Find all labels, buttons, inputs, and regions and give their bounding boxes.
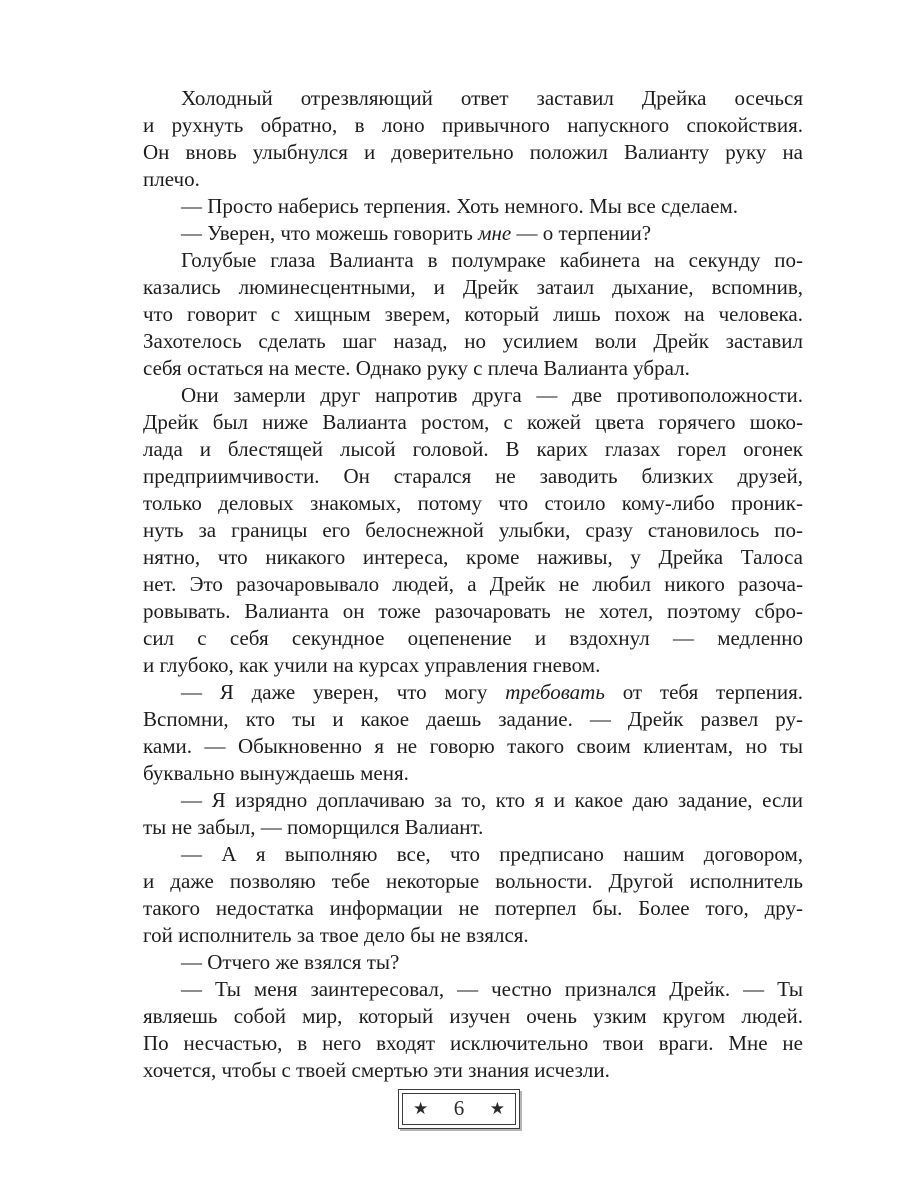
text-line: Они замерли друг напротив друга — две противоположности. — [181, 383, 803, 407]
paragraph — [143, 679, 803, 787]
text-line: предприимчивости. Он старался не заводить близких друзей, — [143, 464, 803, 488]
text-line: что говорит с хищным зверем, который лишь похож на человека. — [143, 302, 803, 326]
text-line: По несчастью, в него входят исключительно твои враги. Мне не — [143, 1031, 803, 1055]
text-line: только деловых знакомых, потому что стоило кому-либо проник- — [143, 491, 803, 515]
text-line: Холодный отрезвляющий ответ заставил Дрейка осечься — [181, 86, 803, 110]
paragraph — [143, 193, 803, 220]
text-line: хочется, чтобы с твоей смертью эти знания исчезли. — [143, 1058, 610, 1082]
footer — [0, 1089, 900, 1129]
text-line: — Отчего же взялся ты? — [181, 950, 400, 974]
text-line: казались люминесцентными, и Дрейк затаил дыхание, вспомнив, — [143, 275, 803, 299]
text-line: — Просто наберись терпения. Хоть немного. Мы все сделаем. — [181, 194, 738, 218]
text-line: ровывать. Валианта он тоже разочаровать не хотел, поэтому сбро- — [143, 599, 803, 623]
text-line: Голубые глаза Валианта в полумраке кабинета на секунду по- — [181, 248, 803, 272]
paragraph — [143, 949, 803, 976]
text-line: себя остаться на месте. Однако руку с плеча Валианта убрал. — [143, 356, 690, 380]
text-line: — Уверен, что можешь говорить мне — о терпении? — [181, 221, 652, 245]
text-line: нет. Это разочаровывало людей, а Дрейк не любил никого разоча- — [143, 572, 803, 596]
page-number-box — [398, 1089, 520, 1129]
paragraph — [143, 841, 803, 949]
text-line: такого недостатка информации не потерпел бы. Более того, дру- — [143, 896, 803, 920]
text-line: и рухнуть обратно, в лоно привычного напускного спокойствия. — [143, 113, 803, 137]
text-line: и глубоко, как учили на курсах управления гневом. — [143, 653, 601, 677]
text-line: буквально вынуждаешь меня. — [143, 761, 409, 785]
text-line: Он вновь улыбнулся и доверительно положил Валианту руку на — [143, 140, 803, 164]
text-line: Захотелось сделать шаг назад, но усилием воли Дрейк заставил — [143, 329, 803, 353]
text-line: — Я изрядно доплачиваю за то, кто я и какое даю задание, если — [181, 788, 803, 812]
text-line: и даже позволяю тебе некоторые вольности. Другой исполнитель — [143, 869, 803, 893]
text-line: гой исполнитель за твое дело бы не взялся. — [143, 923, 529, 947]
paragraph — [143, 382, 803, 679]
text-block — [143, 85, 803, 1084]
text-line: Дрейк был ниже Валианта ростом, с кожей цвета горячего шоко- — [143, 410, 803, 434]
text-line: сил с себя секундное оцепенение и вздохнул — медленно — [143, 626, 803, 650]
paragraph — [143, 976, 803, 1084]
paragraph — [143, 220, 803, 247]
text-line: ками. — Обыкновенно я не говорю такого своим клиентам, но ты — [143, 734, 803, 758]
text-line: Вспомни, кто ты и какое даешь задание. — Дрейк развел ру- — [143, 707, 803, 731]
text-line: нятно, что никакого интереса, кроме наживы, у Дрейка Талоса — [143, 545, 803, 569]
page-number-frame — [402, 1093, 516, 1125]
text-line: — Ты меня заинтересовал, — честно признался Дрейк. — Ты — [181, 977, 803, 1001]
text-line: ты не забыл, — поморщился Валиант. — [143, 815, 484, 839]
paragraph — [143, 787, 803, 841]
page-number: 6 — [453, 1095, 465, 1120]
star-icon: ★ — [413, 1098, 429, 1119]
text-line: — А я выполняю все, что предписано нашим договором, — [181, 842, 803, 866]
text-line: нуть за границы его белоснежной улыбки, сразу становилось по- — [143, 518, 803, 542]
text-line: — Я даже уверен, что могу требовать от тебя терпения. — [181, 680, 803, 704]
text-line: лада и блестящей лысой головой. В карих глазах горел огонек — [143, 437, 803, 461]
text-line: являешь собой мир, который изучен очень узким кругом людей. — [143, 1004, 803, 1028]
text-line: плечо. — [143, 167, 200, 191]
paragraph — [143, 85, 803, 193]
star-icon: ★ — [489, 1098, 505, 1119]
paragraph — [143, 247, 803, 382]
